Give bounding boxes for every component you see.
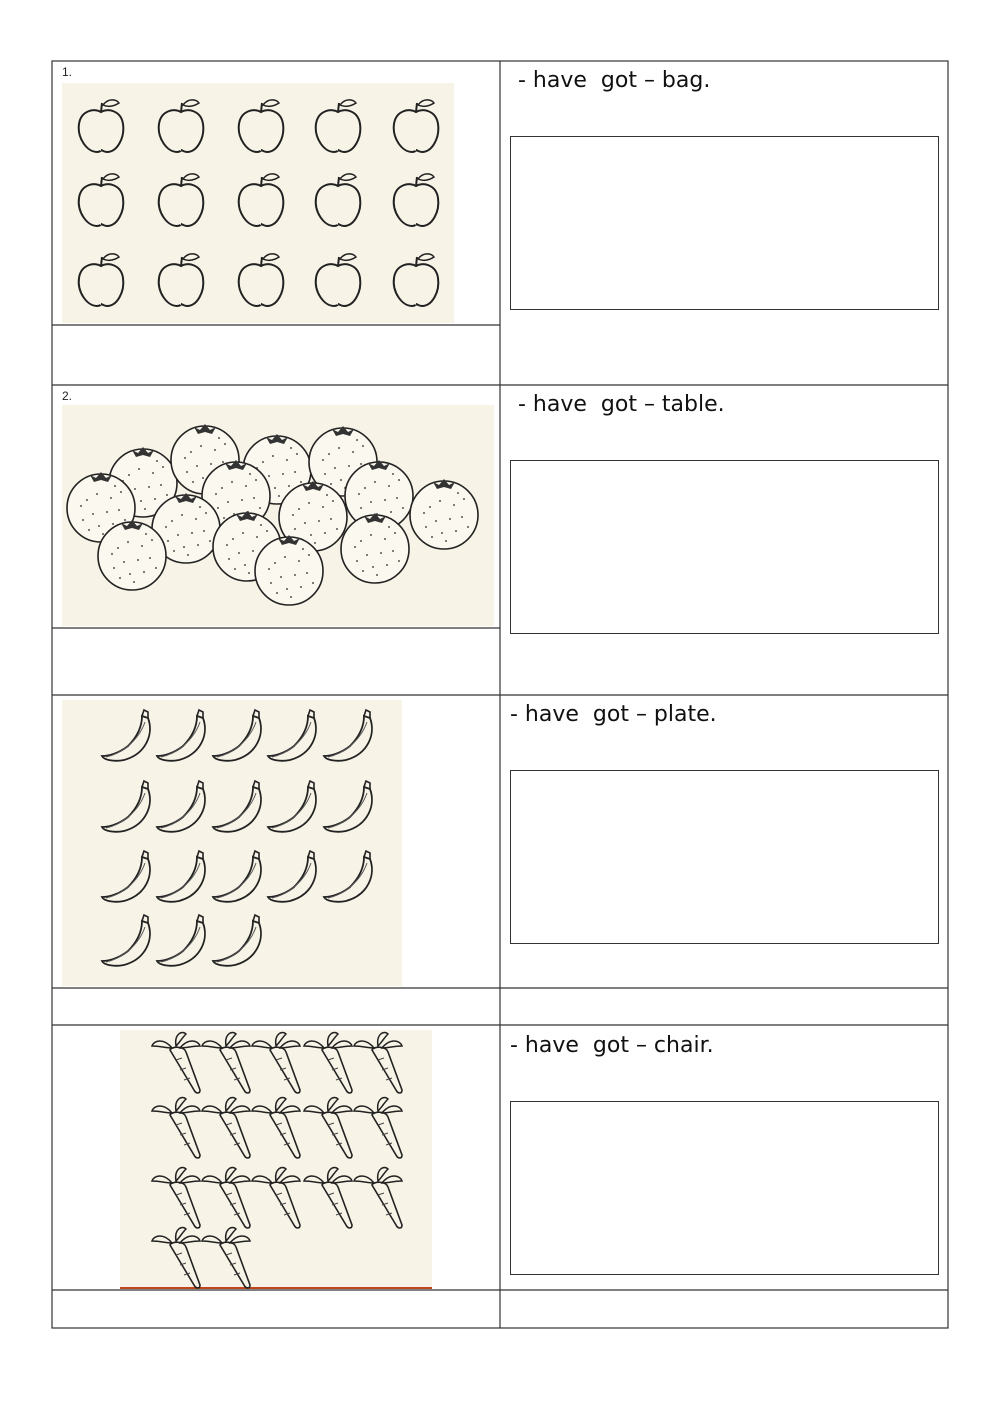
answer-box[interactable]	[510, 770, 939, 944]
bananas-picture	[62, 700, 402, 986]
exercise-prompt: - have got – table.	[518, 392, 725, 417]
exercise-prompt: - have got – chair.	[510, 1033, 714, 1058]
exercise-number: 2.	[62, 389, 73, 403]
count-field[interactable]	[53, 1291, 499, 1327]
count-field[interactable]	[53, 629, 499, 694]
answer-box[interactable]	[510, 460, 939, 634]
exercise-prompt: - have got – plate.	[510, 702, 717, 727]
count-field[interactable]	[53, 989, 499, 1024]
exercise-number: 1.	[62, 65, 73, 79]
answer-box[interactable]	[510, 136, 939, 310]
count-field[interactable]	[53, 326, 499, 384]
exercise-prompt: - have got – bag.	[518, 68, 711, 93]
answer-box[interactable]	[510, 1101, 939, 1275]
